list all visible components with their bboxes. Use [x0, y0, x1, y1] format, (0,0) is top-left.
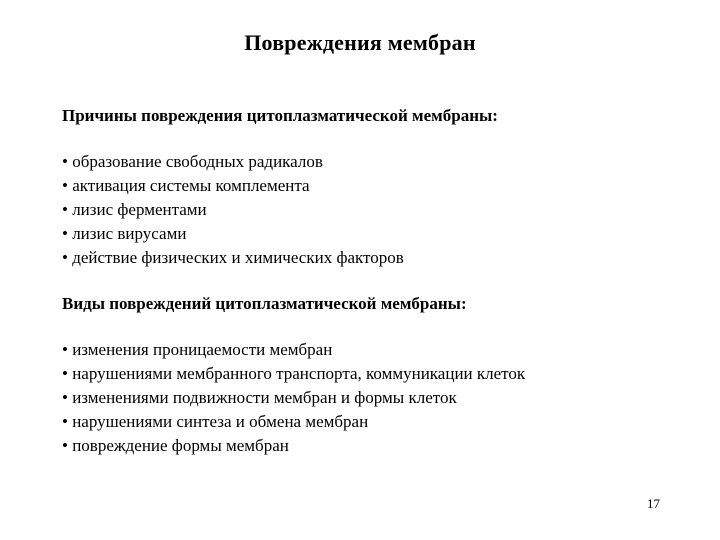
bullet-icon: •	[62, 248, 73, 267]
list-item-text: образование свободных радикалов	[72, 152, 323, 171]
bullet-icon: •	[62, 436, 73, 455]
list-item-text: лизис ферментами	[72, 200, 207, 219]
list-item	[62, 222, 682, 246]
slide-title: Повреждения мембран	[244, 30, 476, 55]
list-item-text: действие физических и химических факторов	[72, 248, 404, 267]
list-item-text: изменения проницаемости мембран	[72, 340, 333, 359]
list-item	[62, 198, 682, 222]
bullet-icon: •	[62, 340, 73, 359]
list-item-text: лизис вирусами	[72, 224, 187, 243]
list-item	[62, 338, 682, 362]
list-item	[62, 246, 682, 270]
bullet-icon: •	[62, 364, 73, 383]
bullet-icon: •	[62, 200, 73, 219]
types-list	[62, 338, 682, 458]
causes-section	[62, 104, 682, 270]
list-item-text: изменениями подвижности мембран и формы клеток	[72, 388, 457, 407]
list-item	[62, 150, 682, 174]
types-section	[62, 292, 682, 458]
page-number: 17	[647, 496, 660, 511]
list-item	[62, 386, 682, 410]
list-item-text: нарушениями синтеза и обмена мембран	[72, 412, 369, 431]
causes-heading: Причины повреждения цитоплазматической мембраны:	[62, 106, 498, 125]
types-heading: Виды повреждений цитоплазматической мембраны:	[62, 294, 467, 313]
causes-list	[62, 150, 682, 270]
list-item	[62, 410, 682, 434]
bullet-icon: •	[62, 412, 73, 431]
list-item-text: активация системы комплемента	[72, 176, 310, 195]
slide-content	[62, 104, 682, 458]
list-item	[62, 362, 682, 386]
bullet-icon: •	[62, 176, 73, 195]
bullet-icon: •	[62, 152, 73, 171]
list-item-text: повреждение формы мембран	[72, 436, 289, 455]
bullet-icon: •	[62, 224, 73, 243]
list-item	[62, 174, 682, 198]
bullet-icon: •	[62, 388, 73, 407]
list-item	[62, 434, 682, 458]
list-item-text: нарушениями мембранного транспорта, коммуникации клеток	[72, 364, 526, 383]
